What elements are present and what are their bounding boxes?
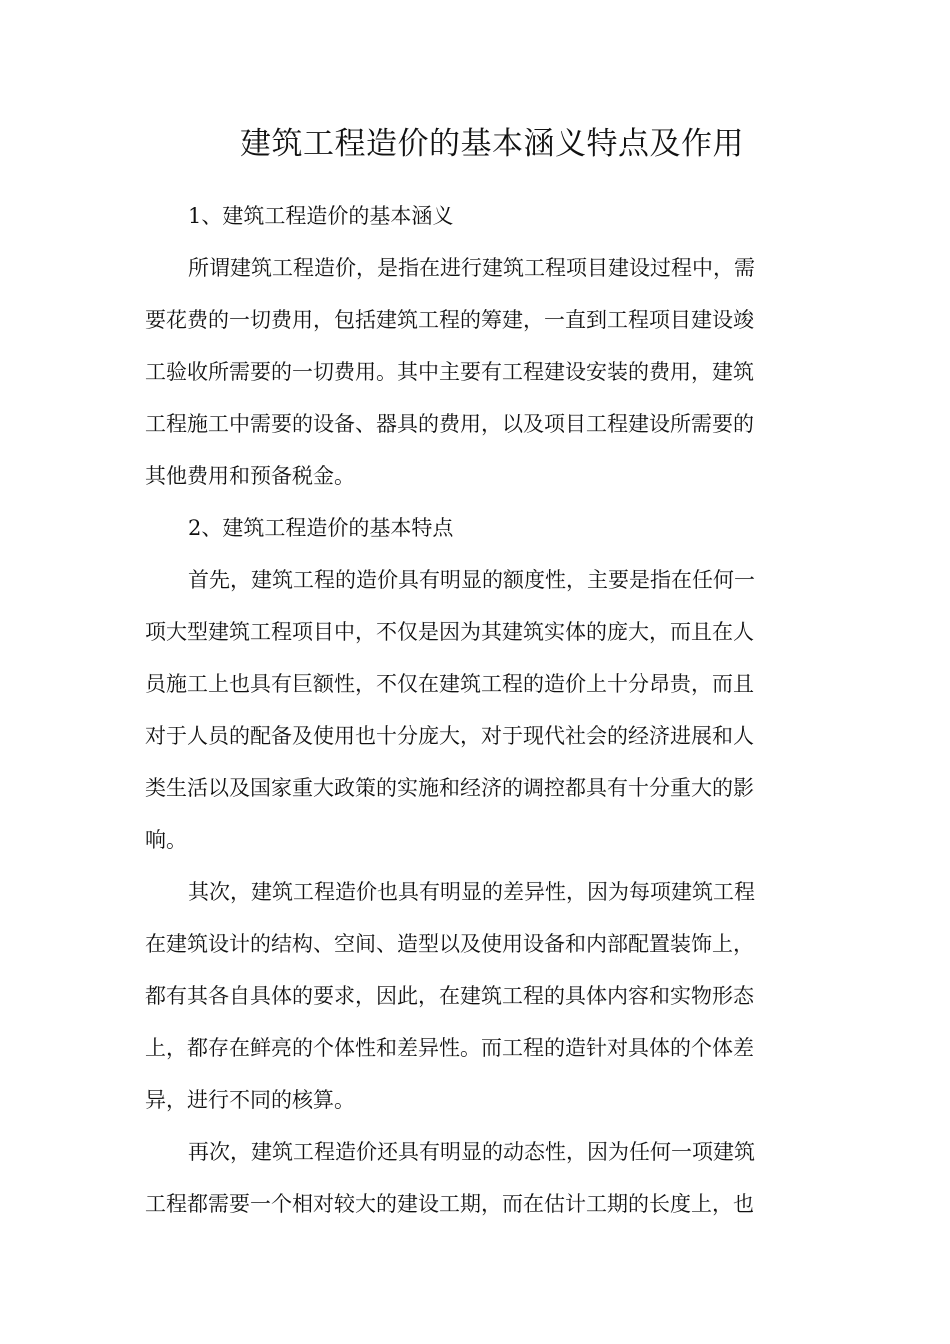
paragraph-line: 再次，建筑工程造价还具有明显的动态性，因为任何一项建筑 (188, 1140, 755, 1164)
paragraph-line: 类生活以及国家重大政策的实施和经济的调控都具有十分重大的影 (145, 776, 754, 800)
paragraph-line: 其他费用和预备税金。 (145, 464, 355, 488)
paragraph-line: 首先，建筑工程的造价具有明显的额度性，主要是指在任何一 (188, 568, 755, 592)
paragraph-line: 异，进行不同的核算。 (145, 1088, 355, 1112)
paragraph-line: 员施工上也具有巨额性，不仅在建筑工程的造价上十分昂贵，而且 (145, 672, 754, 696)
paragraph-line: 在建筑设计的结构、空间、造型以及使用设备和内部配置装饰上， (145, 932, 754, 956)
section-heading: 1、建筑工程造价的基本涵义 (188, 204, 454, 228)
paragraph-line: 上，都存在鲜亮的个体性和差异性。而工程的造针对具体的个体差 (145, 1036, 754, 1060)
paragraph-line: 对于人员的配备及使用也十分庞大，对于现代社会的经济进展和人 (145, 724, 754, 748)
section-heading: 2、建筑工程造价的基本特点 (188, 516, 454, 540)
paragraph-line: 工程都需要一个相对较大的建设工期，而在估计工期的长度上，也 (145, 1192, 754, 1216)
paragraph-line: 项大型建筑工程项目中，不仅是因为其建筑实体的庞大，而且在人 (145, 620, 754, 644)
document-title: 建筑工程造价的基本涵义特点及作用 (240, 126, 744, 162)
paragraph-line: 都有其各自具体的要求，因此，在建筑工程的具体内容和实物形态 (145, 984, 754, 1008)
paragraph-line: 要花费的一切费用，包括建筑工程的筹建，一直到工程项目建设竣 (145, 308, 754, 332)
document-body (145, 190, 795, 1230)
paragraph-line: 响。 (145, 828, 187, 852)
paragraph-line: 工验收所需要的一切费用。其中主要有工程建设安装的费用，建筑 (145, 360, 754, 384)
paragraph-line: 所谓建筑工程造价，是指在进行建筑工程项目建设过程中，需 (188, 256, 755, 280)
paragraph-line: 其次，建筑工程造价也具有明显的差异性，因为每项建筑工程 (188, 880, 755, 904)
paragraph-line: 工程施工中需要的设备、器具的费用，以及项目工程建设所需要的 (145, 412, 754, 436)
